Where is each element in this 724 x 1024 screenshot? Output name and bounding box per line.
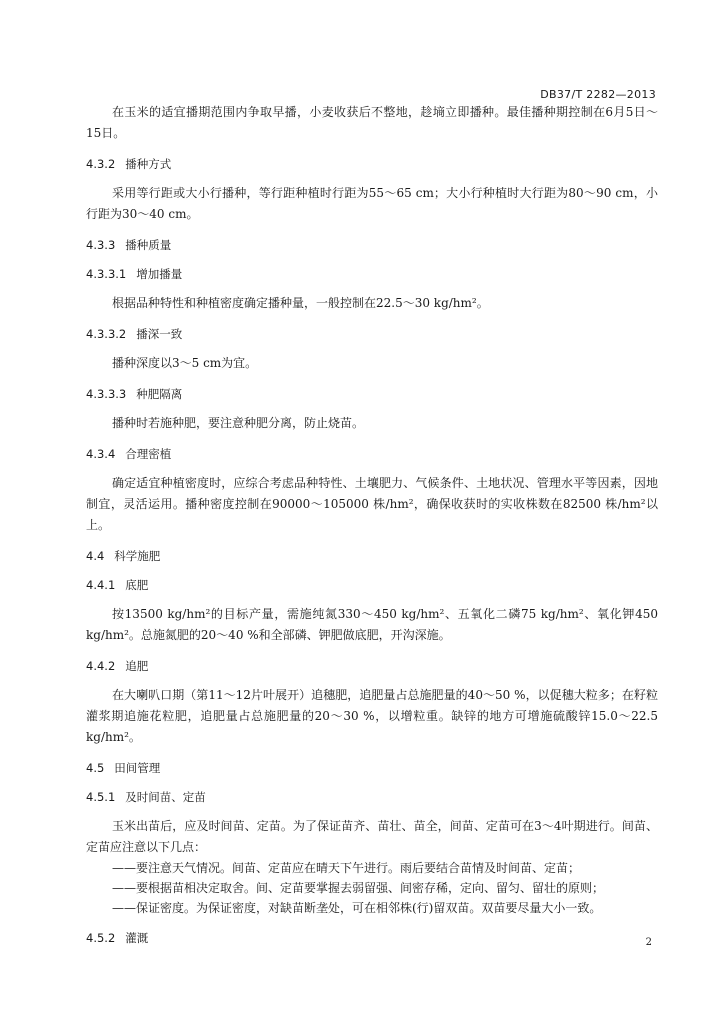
section-title: 增加播量	[136, 267, 183, 281]
section-heading	[86, 758, 658, 779]
section-number: 4.3.2	[86, 157, 116, 171]
section-number: 4.3.3.1	[86, 267, 127, 281]
section-number: 4.3.3.2	[86, 327, 127, 341]
section-title: 田间管理	[114, 761, 161, 775]
section-heading	[86, 546, 658, 567]
paragraph: 根据品种特性和种植密度确定播种量，一般控制在22.5～30 kg/hm²。	[112, 296, 489, 310]
section-title: 追肥	[125, 659, 149, 673]
paragraph: 采用等行距或大小行播种，等行距种植时行距为55～65 cm；大小行种植时大行距为80～90 cm，小行距为30～40 cm。	[86, 186, 658, 221]
section-title: 底肥	[125, 578, 149, 592]
section-heading	[86, 928, 658, 949]
section-title: 播种方式	[125, 157, 172, 171]
section-number: 4.5.2	[86, 931, 116, 945]
section-number: 4.4.2	[86, 659, 116, 673]
section-heading	[86, 656, 658, 677]
section-title: 种肥隔离	[136, 387, 183, 401]
page-number: 2	[645, 937, 652, 948]
section-number: 4.5.1	[86, 790, 116, 804]
section-number: 4.5	[86, 761, 105, 775]
section-heading	[86, 324, 658, 345]
list-item: ——要根据苗相决定取舍。间、定苗要掌握去弱留强、间密存稀，定向、留匀、留壮的原则；	[112, 881, 605, 895]
paragraph: 玉米出苗后，应及时间苗、定苗。为了保证苗齐、苗壮、苗全，间苗、定苗可在3～4叶期进行。间苗、定苗应注意以下几点：	[86, 819, 658, 854]
document-id: DB37/T 2282—2013	[540, 88, 656, 101]
list-item: ——要注意天气情况。间苗、定苗应在晴天下午进行。雨后要结合苗情及时间苗、定苗；	[112, 861, 581, 875]
paragraph: 确定适宜种植密度时，应综合考虑品种特性、土壤肥力、气候条件、土地状况、管理水平等因素，因地制宜，灵活运用。播种密度控制在90000～105000 株/hm²，确保收获时的实收株数在82500 株/hm²以上。	[86, 476, 658, 532]
paragraph: 播种深度以3～5 cm为宜。	[112, 356, 258, 370]
section-number: 4.3.4	[86, 447, 116, 461]
section-heading	[86, 787, 658, 808]
paragraph: 播种时若施种肥，要注意种肥分离，防止烧苗。	[112, 416, 365, 430]
section-title: 合理密植	[125, 447, 172, 461]
paragraph: 在玉米的适宜播期范围内争取早播，小麦收获后不整地，趁墒立即播种。最佳播种期控制在6月5日～15日。	[86, 105, 658, 140]
section-heading	[86, 264, 658, 285]
section-heading	[86, 444, 658, 465]
section-title: 播种质量	[125, 238, 172, 252]
section-title: 灌溉	[125, 931, 149, 945]
section-title: 科学施肥	[114, 549, 161, 563]
section-heading	[86, 154, 658, 175]
section-heading	[86, 575, 658, 596]
document-body	[86, 102, 658, 949]
section-number: 4.4	[86, 549, 105, 563]
paragraph: 按13500 kg/hm²的目标产量，需施纯氮330～450 kg/hm²、五氧化二磷75 kg/hm²、氧化钾450 kg/hm²。总施氮肥的20～40 %和全部磷、钾肥做底肥，开沟深施。	[86, 607, 658, 642]
section-heading	[86, 235, 658, 256]
paragraph: 在大喇叭口期（第11～12片叶展开）追穗肥，追肥量占总施肥量的40～50 %，以促穗大粒多；在籽粒灌浆期追施花粒肥，追肥量占总施肥量的20～30 %，以增粒重。缺锌的地方可增施硫酸锌15.0～22.5 kg/hm²。	[86, 688, 658, 744]
section-title: 及时间苗、定苗	[125, 790, 206, 804]
section-heading	[86, 384, 658, 405]
list-item: ——保证密度。为保证密度，对缺苗断垄处，可在相邻株(行)留双苗。双苗要尽量大小一致。	[112, 901, 602, 915]
section-title: 播深一致	[136, 327, 183, 341]
section-number: 4.3.3.3	[86, 387, 127, 401]
section-number: 4.3.3	[86, 238, 116, 252]
section-number: 4.4.1	[86, 578, 116, 592]
